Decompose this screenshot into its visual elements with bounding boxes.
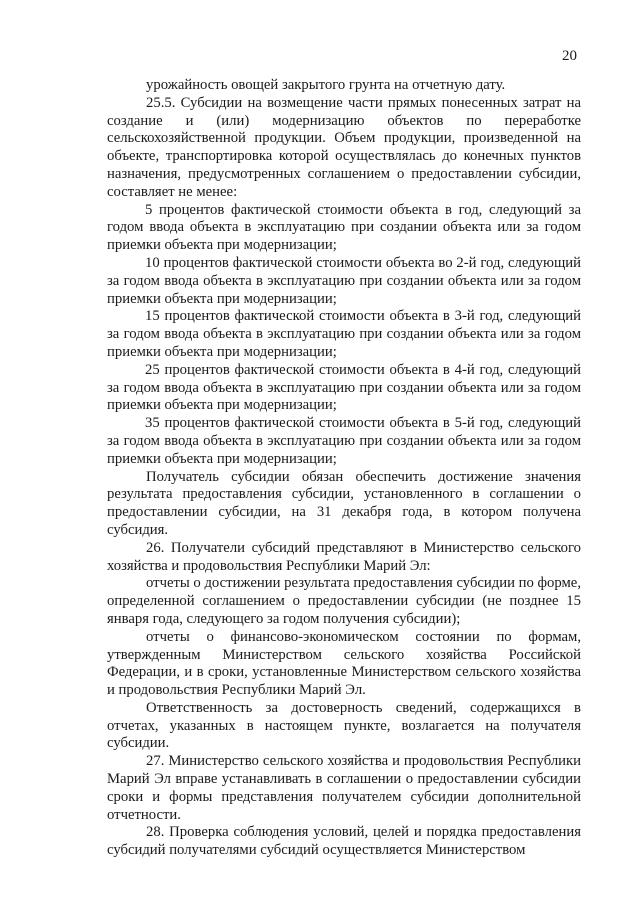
list-item-15-percent: 15 процентов фактической стоимости объекта в 3-й год, следующий за годом ввода объекта в эксплуатацию при создании объекта или за годом приемки объекта при модернизации; [107,308,581,360]
paragraph-27: 27. Министерство сельского хозяйства и продовольствия Республики Марий Эл вправе устанавливать в соглашении о предоставлении субсидии сроки и формы представления получателем субсидии дополнительной отчетности. [107,753,581,823]
paragraph-result-obligation: Получатель субсидии обязан обеспечить достижение значения результата предоставления субсидии, установленного в соглашении о предоставлении субсидии, на 31 декабря года, в котором получена субсидия. [107,468,581,538]
page-number: 20 [562,48,577,64]
paragraph-responsibility: Ответственность за достоверность сведений, содержащихся в отчетах, указанных в настоящем пункте, возлагается на получателя субсидии. [107,699,581,752]
list-item-35-percent: 35 процентов фактической стоимости объекта в 5-й год, следующий за годом ввода объекта в эксплуатацию при создании объекта или за годом приемки объекта при модернизации; [107,415,581,467]
list-item-5-percent: 5 процентов фактической стоимости объекта в год, следующий за годом ввода объекта в эксплуатацию при создании объекта или за годом приемки объекта при модернизации; [107,201,581,254]
document-body [107,77,581,860]
list-item-result-reports: отчеты о достижении результата предоставления субсидии по форме, определенной соглашением о предоставлении субсидии (не позднее 15 января года, следующего за годом получения субсидии); [107,575,582,627]
list-item-10-percent: 10 процентов фактической стоимости объекта во 2-й год, следующий за годом ввода объекта в эксплуатацию при создании объекта или за годом приемки объекта при модернизации; [107,254,581,307]
paragraph-26: 26. Получатели субсидий представляют в Министерство сельского хозяйства и продовольствия Республики Марий Эл: [107,539,581,574]
paragraph-25-5: 25.5. Субсидии на возмещение части прямых понесенных затрат на создание и (или) модернизацию объектов по переработке сельскохозяйственной продукции. Объем продукции, произведенной на объекте, транспортировка которой осуществлялась до конечных пунктов назначения, предусмотренных соглашением о предоставлении субсидии, составляет не менее: [107,94,581,200]
list-item-25-percent: 25 процентов фактической стоимости объекта в 4-й год, следующий за годом ввода объекта в эксплуатацию при создании объекта или за годом приемки объекта при модернизации; [107,361,581,414]
paragraph-28: 28. Проверка соблюдения условий, целей и порядка предоставления субсидий получателями субсидий осуществляется Министерством [107,824,581,859]
paragraph-continuation: урожайность овощей закрытого грунта на отчетную дату. [146,77,506,93]
list-item-financial-reports: отчеты о финансово-экономическом состоянии по формам, утвержденным Министерством сельского хозяйства Российской Федерации, и в сроки, установленные Министерством сельского хозяйства и продовольствия Республики Марий Эл. [107,628,581,699]
